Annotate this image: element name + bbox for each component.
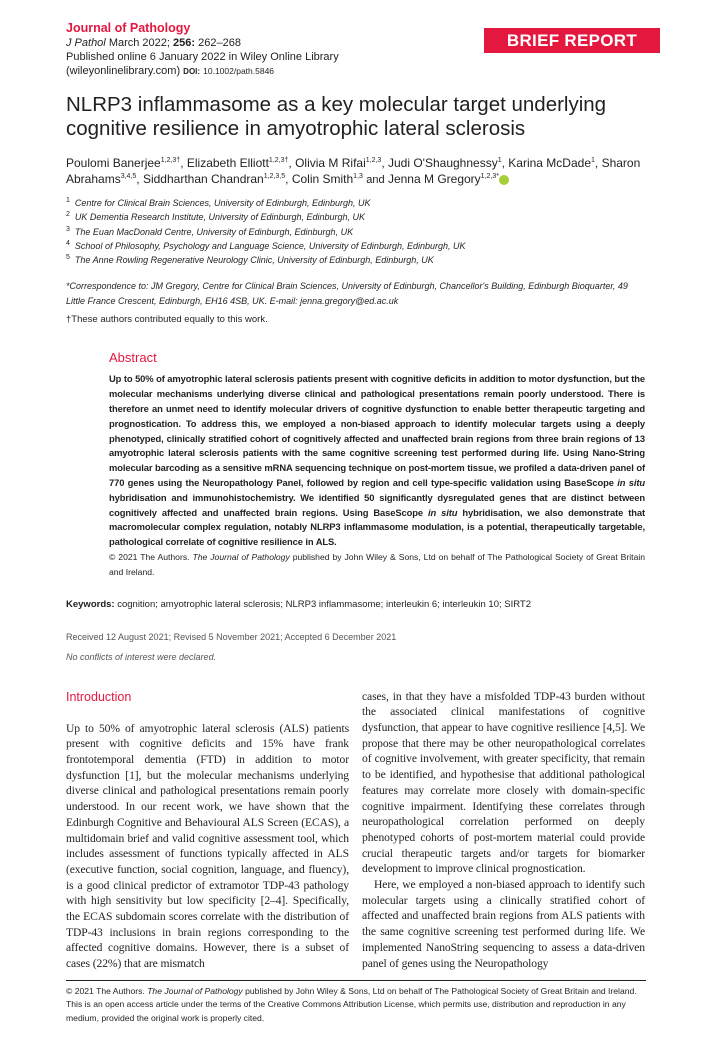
journal-name: Journal of Pathology bbox=[66, 21, 191, 35]
received-dates: Received 12 August 2021; Revised 5 November 2021; Accepted 6 December 2021 bbox=[66, 631, 397, 642]
equal-contribution-note: †These authors contributed equally to this work. bbox=[66, 314, 268, 326]
intro-paragraph: Here, we employed a non-biased approach to identify such molecular targets using a clinically stratified cohort of affected and unaffected brain regions from ALS patients with the same cognitive screening test performed during life. We implemented NanoString sequencing to assess a data-driven panel of genes using the Neuropathology bbox=[362, 878, 645, 970]
and-word: and bbox=[366, 174, 385, 186]
brief-report-badge: BRIEF REPORT bbox=[484, 28, 660, 53]
affiliation: $^5$ The Anne Rowling Regenerative Neurology Clinic, University of Edinburgh, Edinburgh, UK bbox=[66, 254, 434, 266]
conflicts-statement: No conflicts of interest were declared. bbox=[66, 651, 217, 662]
author-affiliation-marks: 1,2,3 bbox=[365, 157, 382, 164]
abstract-heading: Abstract bbox=[109, 350, 157, 366]
body-column-right bbox=[362, 689, 645, 972]
citation-date: March 2022; bbox=[108, 37, 170, 49]
author-affiliation-marks: 3,4,5 bbox=[120, 173, 137, 180]
author-name: Colin Smith bbox=[291, 172, 354, 186]
author-name: Karina McDade bbox=[508, 156, 591, 170]
author-affiliation-marks: 1,2,3† bbox=[268, 157, 289, 164]
author-name: Olivia M Rifai bbox=[295, 156, 366, 170]
author-affiliation-marks: 1,2,3* bbox=[480, 173, 499, 180]
doi-label: DOI: bbox=[183, 67, 201, 76]
affiliations bbox=[66, 196, 646, 267]
author-name: Judi O'Shaughnessy bbox=[388, 156, 498, 170]
author-name: Poulomi Banerjee bbox=[66, 156, 161, 170]
citation-journal: J Pathol bbox=[66, 37, 106, 49]
body-columns bbox=[66, 689, 646, 972]
author-affiliation-marks: 1,2,3† bbox=[160, 157, 181, 164]
abstract-copyright: © 2021 The Authors. The Journal of Pathology published by John Wiley & Sons, Ltd on behalf of The Pathological Society of Great Britain and Ireland. bbox=[109, 552, 646, 577]
orcid-icon[interactable] bbox=[499, 175, 509, 185]
intro-paragraph: Up to 50% of amyotrophic lateral sclerosis (ALS) patients present with cognitive deficits and 15% have frank frontotemporal dementia (FTD) in addition to motor dysfunction [1], but the molecular mechanisms underlying diverse clinical and pathological presentations remain poorly understood. In our recent work, we have shown that the Edinburgh Cognitive and Behavioural ALS Screen (ECAS), a multidomain brief and valid cognitive assessment tool, which includes assessment of functions typically affected in ALS (executive function, social cognition, language, and fluency), is a good clinical predictor of extramotor TDP-43 pathology with high sensitivity but low specificity [2–4]. Specifically, the ECAS subdomain scores correlate with the distribution of TDP-43 inclusions in brain regions corresponding to the affected cognitive domains. However, there is a subset of cases (22%) that are mismatch bbox=[66, 721, 349, 971]
author-name: Sharon Abrahams bbox=[66, 156, 641, 186]
doi-line bbox=[66, 64, 646, 79]
keywords: Keywords: cognition; amyotrophic lateral sclerosis; NLRP3 inflammasome; interleukin 6; interleukin 10; SIRT2 bbox=[66, 598, 532, 610]
abstract-text: Up to 50% of amyotrophic lateral sclerosis patients present with cognitive deficits in addition to motor dysfunction, but the molecular mechanisms underlying diverse clinical and pathological presentations remain poorly understood. There is therefore an unmet need to identify molecular drivers of cognitive dysfunction to enable better therapeutic targeting and prognostication. To address this, we employed a non-biased approach to identify molecular targets using a deeply phenotyped, clinically stratified cohort of cognitively affected and unaffected brain regions from three brain regions of 13 amyotrophic lateral sclerosis patients with the same cognitive screening test performed during life. Using Nano-String molecular barcoding as a sensitive mRNA sequencing technique on post-mortem tissue, we profiled a data-driven panel of 770 genes using the Neuropathology Panel, followed by region and cell type-specific validation using BaseScope in situ hybridisation and immunohistochemistry. We identified 50 significantly dysregulated genes that are distinct between cognitively affected and unaffected brain regions. Using BaseScope in situ hybridisation, we also demonstrate that macromolecular complex regulation, notably NLRP3 inflammasome modulation, is a potential, therapeutically targetable, pathological correlate of cognitive resilience in ALS. bbox=[109, 373, 646, 548]
author-affiliation-marks: 1 bbox=[497, 157, 502, 164]
author-name: Siddharthan Chandran bbox=[142, 172, 264, 186]
volume: 256: bbox=[173, 37, 196, 49]
published-line: Published online 6 January 2022 in Wiley Online Library bbox=[66, 51, 339, 63]
author-affiliation-marks: 1 bbox=[591, 157, 595, 164]
author-affiliation-marks: 1,3 bbox=[353, 173, 363, 180]
affiliation: $^2$ UK Dementia Research Institute, University of Edinburgh, Edinburgh, UK bbox=[66, 211, 366, 223]
affiliation: $^1$ Centre for Clinical Brain Sciences, University of Edinburgh, Edinburgh, UK bbox=[66, 197, 371, 208]
author-list: Poulomi Banerjee$^{1,2,3\dagger}$, Elizabeth Elliott$^{1,2,3\dagger}$, Olivia M Rifai$^{1,2,3}$, Judi O'Shaughnessy$^1$, Karina McDade$^1$, Sharon Abrahams$^{3,4,5}$, Siddharthan Chandran$^{1,2,3,5}$, Colin Smith$^{1,3}$ and Jenna M Gregory$^{1,2,3*}$ bbox=[66, 156, 641, 186]
abstract-section bbox=[109, 348, 645, 579]
footer-license: © 2021 The Authors. The Journal of Pathology published by John Wiley & Sons, Ltd on behalf of The Pathological Society of Great Britain and Ireland. This is an open access article under the terms of the Creative Commons Attribution License, which permits use, distribution and reproduction in any medium, provided the original work is properly cited. bbox=[66, 980, 646, 1026]
affiliation: $^4$ School of Philosophy, Psychology and Language Science, University of Edinburgh, Edinburgh, UK bbox=[66, 239, 466, 251]
intro-paragraph: cases, in that they have a misfolded TDP-43 burden without the associated clinical manifestations of cognitive dysfunction, that appear to have cognitive resilience [4,5]. We propose that there may be other neuropathological correlates of cognitive involvement, with greater specificity, that remain to be identified, and hypothesise that additional pathological features may correlate more closely with domain-specific cognitive impairment. Identifying these correlates through neuropathological correlation performed on deeply phenotyped cohorts of post-mortem material could provide crucial therapeutic targets and/or targets for biomarker development to improve clinical prognostication. bbox=[362, 689, 645, 876]
article-title: NLRP3 inflammasome as a key molecular target underlying cognitive resilience in amyotrophic lateral sclerosis bbox=[66, 93, 607, 140]
body-column-left bbox=[66, 689, 349, 972]
author-name: Jenna M Gregory bbox=[387, 172, 481, 186]
pages: 262–268 bbox=[198, 37, 241, 49]
correspondence: *Correspondence to: JM Gregory, Centre for Clinical Brain Sciences, University of Edinburgh, Chancellor's Building, Edinburgh Bioquarter, 49 Little France Crescent, Edinburgh, EH16 4SB, UK. E-mail: jenna.gregory@ed.ac.uk bbox=[66, 281, 628, 306]
affiliation: $^3$ The Euan MacDonald Centre, University of Edinburgh, Edinburgh, UK bbox=[66, 225, 354, 237]
site-link[interactable]: (wileyonlinelibrary.com) bbox=[66, 65, 181, 77]
doi-link[interactable]: 10.1002/path.5846 bbox=[203, 66, 275, 76]
introduction-heading: Introduction bbox=[66, 689, 132, 704]
author-affiliation-marks: 1,2,3,5 bbox=[263, 173, 286, 180]
author-name: Elizabeth Elliott bbox=[186, 156, 269, 170]
